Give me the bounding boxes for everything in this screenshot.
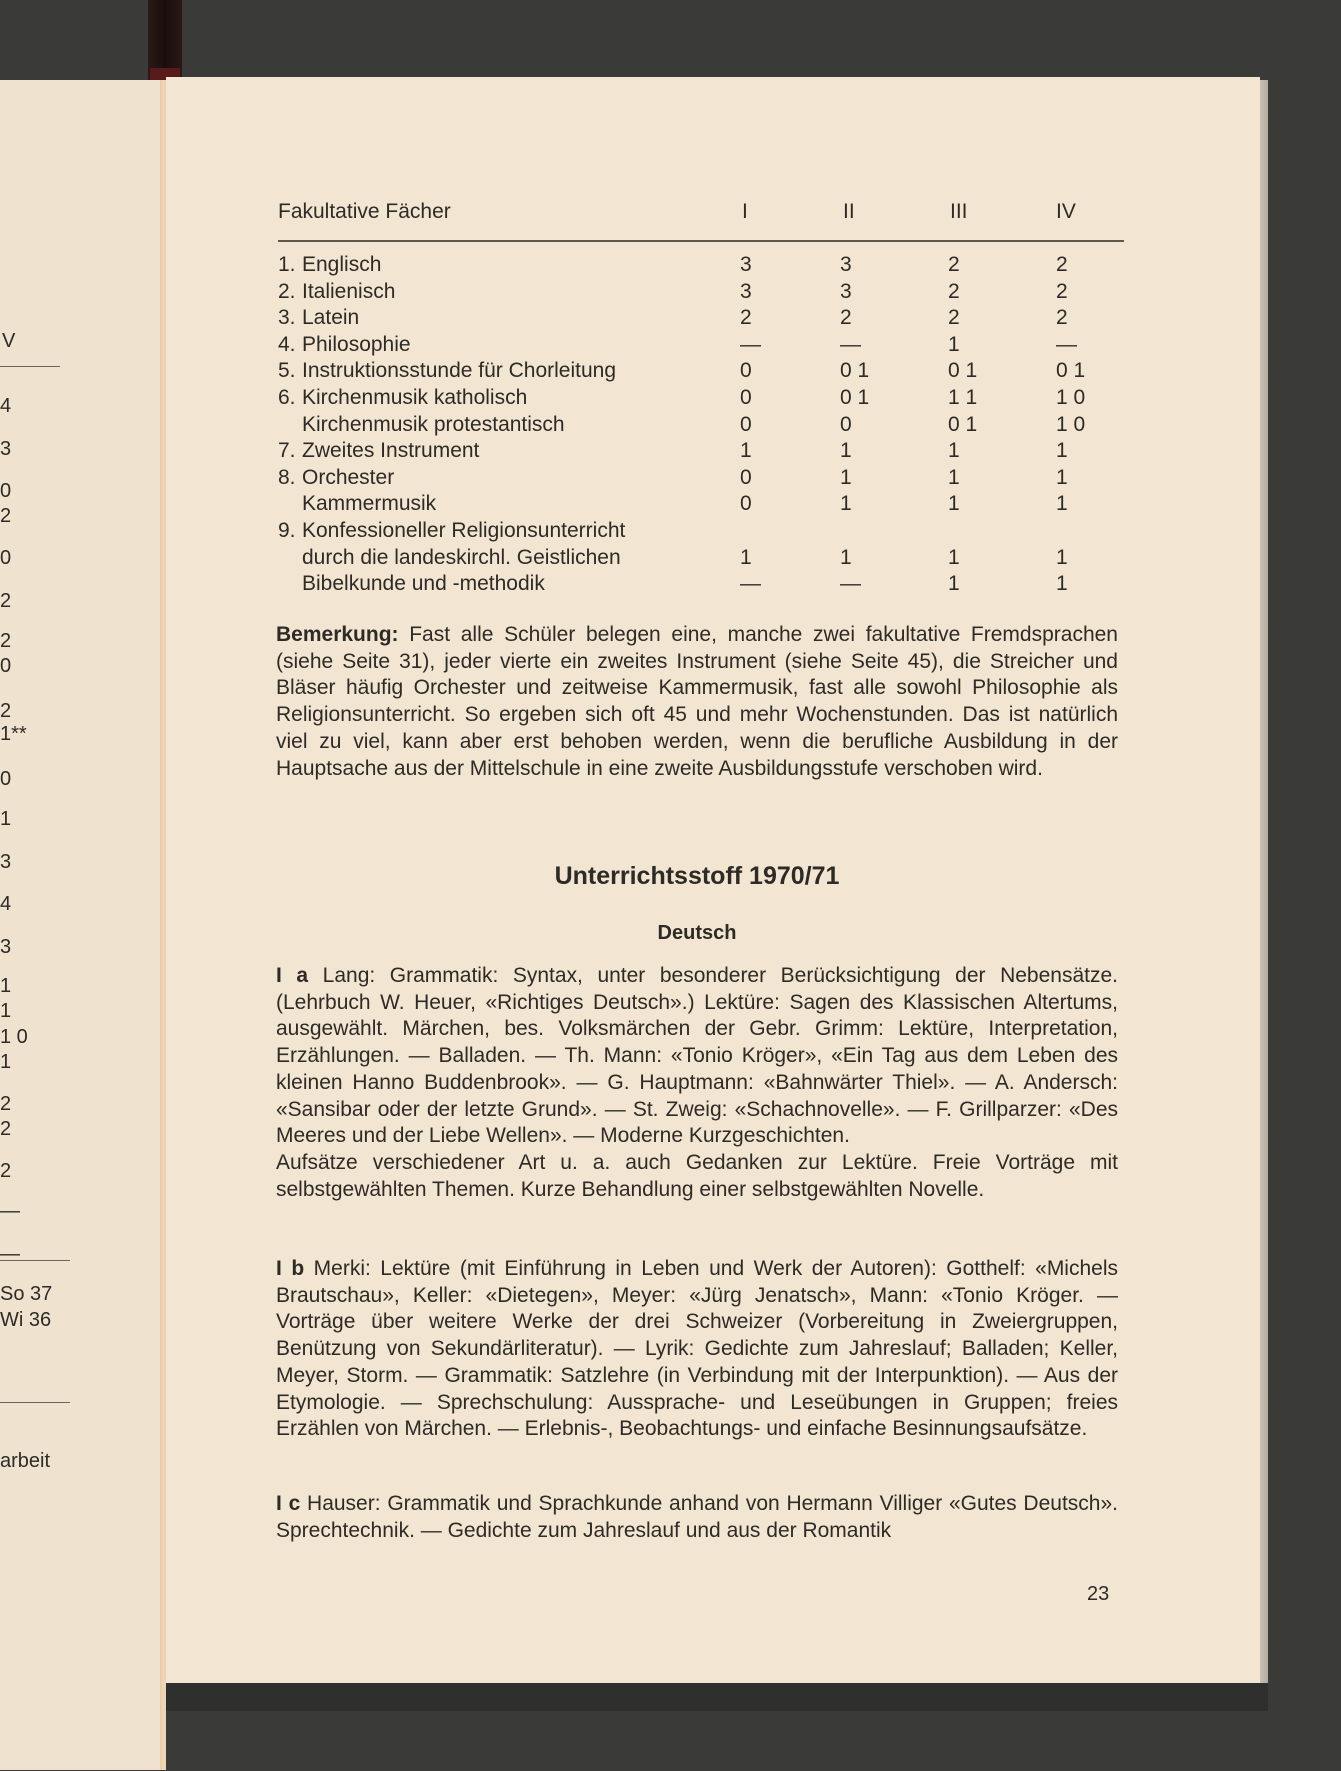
left-footer-fragment: arbeit <box>0 1450 51 1472</box>
table-cell: 0 <box>740 386 752 409</box>
table-row <box>278 358 616 384</box>
left-page-value-fragment: 1 <box>0 808 12 830</box>
row-label: Bibelkunde und -methodik <box>302 572 545 596</box>
table-cell: — <box>740 332 761 356</box>
row-label: Instruktionsstunde für Chorleitung <box>302 359 617 383</box>
table-header-subject: Fakultative Fächer <box>278 200 451 223</box>
page-shadow <box>166 1683 1268 1711</box>
row-label: Kammermusik <box>302 492 437 516</box>
table-cell: 2 <box>948 253 960 276</box>
left-page-value-fragment: 3 <box>0 851 12 873</box>
table-header-rule <box>278 240 1124 242</box>
left-bottom-rule <box>0 1402 70 1403</box>
table-cell: 2 <box>840 306 852 330</box>
class-label: I b <box>276 1257 305 1280</box>
left-page-value-fragment: 2 <box>0 1160 12 1182</box>
class-ic-paragraph <box>276 1491 1118 1544</box>
table-cell: 2 <box>1056 306 1068 330</box>
class-label: I a <box>276 964 309 987</box>
row-number: 8. <box>278 465 296 489</box>
column-header-iv: IV <box>1056 200 1076 223</box>
left-page-value-fragment: 1 <box>0 975 12 997</box>
left-page-value-fragment: 4 <box>0 893 12 915</box>
table-cell: 1 <box>840 439 852 463</box>
table-cell: 1 <box>948 439 960 463</box>
table-cell: 1 <box>840 492 852 516</box>
table-cell: 0 1 <box>948 359 978 383</box>
row-label: Englisch <box>302 253 382 276</box>
table-row <box>278 571 545 597</box>
table-cell: — <box>840 572 861 596</box>
table-row <box>278 279 395 305</box>
row-label: Orchester <box>302 465 395 489</box>
row-number: 1. <box>278 253 296 276</box>
row-label: Philosophie <box>302 332 411 356</box>
left-page-value-fragment: 1** <box>0 723 27 745</box>
table-row <box>278 518 625 544</box>
table-cell: 1 0 <box>1056 386 1086 409</box>
row-label: Kirchenmusik protestantisch <box>302 412 565 436</box>
table-cell: 0 1 <box>840 386 870 409</box>
table-cell: 1 <box>740 439 752 463</box>
left-total-summer: So 37 <box>0 1283 53 1305</box>
class-label: I c <box>276 1492 301 1515</box>
table-cell: 1 <box>948 465 960 489</box>
remark-paragraph <box>276 622 1118 782</box>
left-page-value-fragment: 2 <box>0 1093 12 1115</box>
table-cell: 1 <box>1056 545 1068 569</box>
table-cell: 1 <box>840 465 852 489</box>
left-page-value-fragment: 0 <box>0 480 12 502</box>
page-edge <box>1260 80 1268 1683</box>
table-cell: 2 <box>1056 253 1068 276</box>
table-cell: — <box>840 332 861 356</box>
table-cell: 1 <box>1056 492 1068 516</box>
class-extra-text: Aufsätze verschiedener Art u. a. auch Gedanken zur Lektüre. Freie Vorträge mit selbstgewählten Themen. Kurze Behandlung einer selbstgewählten Novelle. <box>276 1150 1118 1201</box>
left-page-value-fragment: 0 <box>0 655 12 677</box>
table-cell: 1 0 <box>1056 412 1086 436</box>
left-page-value-fragment: 1 <box>0 1051 12 1073</box>
left-page-value-fragment: 2 <box>0 1118 12 1140</box>
class-ia-paragraph <box>276 963 1118 1203</box>
remark-label: Bemerkung: <box>276 623 399 646</box>
table-cell: 2 <box>1056 279 1068 303</box>
table-cell: 2 <box>740 306 752 330</box>
table-row <box>278 438 479 464</box>
table-cell: 1 <box>1056 465 1068 489</box>
table-cell: 3 <box>840 279 852 303</box>
table-cell: 0 <box>740 465 752 489</box>
row-number: 6. <box>278 386 296 409</box>
class-ib-paragraph <box>276 1256 1118 1443</box>
table-cell: 0 1 <box>840 359 870 383</box>
row-number: 5. <box>278 359 296 383</box>
row-number: 3. <box>278 306 296 330</box>
left-page-value-fragment: 2 <box>0 590 12 612</box>
left-page-value-fragment: 1 0 <box>0 1026 28 1048</box>
table-row <box>278 465 394 491</box>
row-number: 2. <box>278 279 296 303</box>
row-label: Kirchenmusik katholisch <box>302 386 528 409</box>
row-number: 4. <box>278 332 296 356</box>
left-page-value-fragment: 3 <box>0 936 12 958</box>
class-text: Hauser: Grammatik und Sprachkunde anhand von Hermann Villiger «Gutes Deutsch». Sprechtechnik. — Gedichte zum Jahreslauf und aus der Romantik <box>276 1492 1118 1542</box>
left-page-value-fragment: 2 <box>0 505 12 527</box>
column-header-iii: III <box>950 200 968 223</box>
table-row <box>278 305 359 331</box>
table-row <box>278 545 621 571</box>
left-page-value-fragment: — <box>0 1200 20 1222</box>
table-row <box>278 385 527 411</box>
table-cell: 1 <box>948 492 960 516</box>
table-cell: 0 <box>740 359 752 383</box>
left-page <box>0 80 163 1770</box>
page-number: 23 <box>1087 1583 1110 1605</box>
row-label: durch die landeskirchl. Geistlichen <box>302 545 621 569</box>
table-cell: 3 <box>740 253 752 276</box>
class-text: Lang: Grammatik: Syntax, unter besonderer Berücksichtigung der Nebensätze. (Lehrbuch W. Heuer, «Richtiges Deutsch».) Lektüre: Sagen des Klassischen Altertums, ausgewählt. Märchen, bes. Volksmärchen der Gebr. Grimm: Lektüre, Interpretation, Erzählungen. — Balladen. — Th. Mann: «Tonio Kröger», «Ein Tag aus dem Leben des kleinen Hanno Buddenbrook». — G. Hauptmann: «Bahnwärter Thiel». — A. Andersch: «Sansibar oder der letzte Grund». — St. Zweig: «Schachnovelle». — F. Grillparzer: «Des Meeres und der Liebe Wellen». — Moderne Kurzgeschichten. <box>276 964 1118 1148</box>
table-cell: 1 <box>1056 572 1068 596</box>
row-number: 7. <box>278 439 296 463</box>
class-text: Merki: Lektüre (mit Einführung in Leben und Werk der Autoren): Gotthelf: «Michels Brautschau», Keller: «Dietegen», Meyer: «Jürg Jenatsch», Mann: «Tonio Kröger. — Vorträge über weitere Werke der drei Schweizer (Vorbereitung in Zweiergruppen, Benützung von Sekundärliteratur). — Lyrik: Gedichte zum Jahreslauf; Balladen; Keller, Meyer, Storm. — Grammatik: Satzlehre (in Verbindung mit der Interpunktion). — Aus der Etymologie. — Sprechschulung: Aussprache- und Leseübungen in Gruppen; freies Erzählen von Märchen. — Erlebnis-, Beobachtungs- und einfache Besinnungsaufsätze. <box>276 1257 1119 1441</box>
subject-heading: Deutsch <box>657 922 737 944</box>
table-cell: 0 1 <box>948 412 978 436</box>
table-cell: 1 1 <box>948 386 978 409</box>
table-cell: 1 <box>740 545 752 569</box>
table-cell: 3 <box>740 279 752 303</box>
column-header-i: I <box>742 200 748 223</box>
left-total-winter: Wi 36 <box>0 1309 52 1331</box>
left-page-value-fragment: 0 <box>0 547 12 569</box>
table-cell: 0 <box>740 412 752 436</box>
row-label: Italienisch <box>302 279 396 303</box>
row-label: Latein <box>302 306 360 330</box>
left-page-value-fragment: 2 <box>0 700 12 722</box>
row-number: 9. <box>278 519 296 542</box>
left-page-value-fragment: 4 <box>0 395 12 417</box>
row-label: Zweites Instrument <box>302 439 480 463</box>
table-row <box>278 412 565 438</box>
table-cell: 3 <box>840 253 852 276</box>
table-cell: 1 <box>948 332 960 356</box>
table-cell: 0 <box>740 492 752 516</box>
table-cell: 1 <box>1056 439 1068 463</box>
table-cell: 2 <box>948 306 960 330</box>
table-cell: 1 <box>948 545 960 569</box>
table-cell: — <box>1056 332 1077 356</box>
left-page-value-fragment: 1 <box>0 1000 12 1022</box>
left-page-value-fragment: 0 <box>0 768 12 790</box>
section-title: Unterrichtsstoff 1970/71 <box>554 862 840 890</box>
table-cell: 2 <box>948 279 960 303</box>
row-label: Konfessioneller Religionsunterricht <box>302 519 626 542</box>
left-header-rule <box>0 366 60 367</box>
column-header-ii: II <box>843 200 855 223</box>
table-row <box>278 491 436 517</box>
left-page-value-fragment: 3 <box>0 438 12 460</box>
table-row <box>278 332 411 358</box>
table-cell: 1 <box>948 572 960 596</box>
table-row <box>278 252 381 278</box>
table-cell: 0 <box>840 412 852 436</box>
left-page-value-fragment: 2 <box>0 630 12 652</box>
left-column-header: V <box>2 330 16 352</box>
table-cell: — <box>740 572 761 596</box>
left-page-value-fragment: — <box>0 1243 20 1265</box>
table-cell: 1 <box>840 545 852 569</box>
remark-text: Fast alle Schüler belegen eine, manche zwei fakultative Fremdsprachen (siehe Seite 31), jeder vierte ein zweites Instrument (siehe Seite 45), die Streicher und Bläser häufig Orchester und zeitweise Kammermusik, fast alle sowohl Philosophie als Religionsunterricht. So ergeben sich oft 45 und mehr Wochenstunden. Das ist natürlich viel zu viel, kann aber erst behoben werden, wenn die berufliche Ausbildung in der Hauptsache aus der Mittelschule in eine zweite Ausbildungsstufe verschoben wird. <box>276 623 1118 780</box>
table-cell: 0 1 <box>1056 359 1086 383</box>
